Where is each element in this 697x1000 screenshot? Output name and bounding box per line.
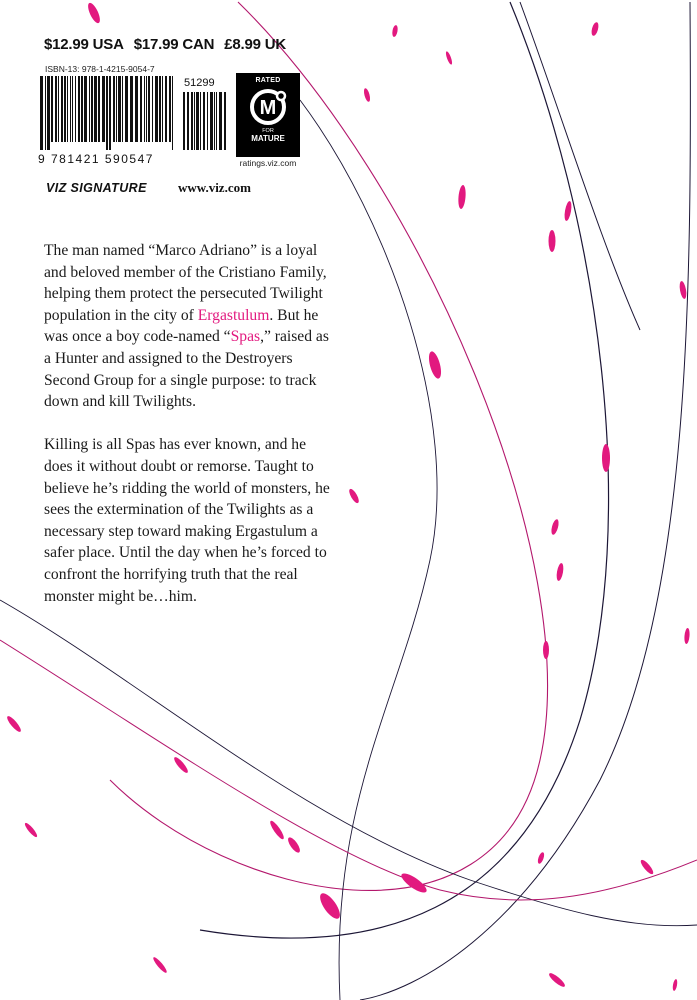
- barcode-bar: [125, 76, 128, 142]
- barcode-bar: [122, 76, 123, 142]
- barcode-bar: [81, 76, 83, 142]
- ink-droplet: [399, 870, 429, 895]
- ink-droplet: [427, 350, 444, 380]
- barcode-bar: [40, 76, 43, 150]
- mature-rating-icon: [248, 87, 288, 127]
- ink-droplet: [347, 488, 360, 505]
- barcode-bar: [58, 76, 59, 142]
- barcode-bar: [106, 76, 108, 150]
- barcode-bar: [172, 76, 173, 150]
- barcode-bar: [98, 76, 100, 142]
- barcode-bar: [55, 76, 57, 142]
- barcode-bar: [165, 76, 167, 142]
- price-usa: $12.99 USA: [44, 36, 124, 53]
- barcode-bar: [140, 76, 142, 142]
- barcode-bar: [94, 76, 97, 142]
- city-name: Ergastulum: [197, 306, 270, 324]
- ink-droplet: [639, 858, 655, 876]
- barcode-bar: [135, 76, 138, 142]
- barcode-bar: [203, 92, 205, 150]
- price-uk: £8.99 UK: [224, 36, 287, 53]
- ink-droplet: [316, 890, 343, 921]
- ink-droplet: [23, 821, 38, 838]
- thread-line: [0, 600, 697, 926]
- barcode-bar: [196, 92, 199, 150]
- isbn-label: ISBN-13: 978-1-4215-9054-7: [45, 64, 155, 74]
- barcode-bar: [214, 92, 215, 150]
- barcode-bar: [75, 76, 76, 142]
- ink-droplet: [590, 21, 599, 36]
- back-cover-blurb: [44, 240, 334, 629]
- barcode-bar: [152, 76, 153, 142]
- barcode-bar: [70, 76, 71, 142]
- ink-droplet: [5, 714, 22, 733]
- barcode-bar: [159, 76, 161, 142]
- blurb-paragraph-1: The man named “Marco Adriano” is a loyal and beloved member of the Cristiano Family, helping them protect the persecuted Twilight population in the city of Ergastulum. But he was once a boy code-named “Spas,” raised as a Hunter and assigned to the Destroyers Second Group for a single purpose: to track down and kill Twilights.: [44, 242, 329, 411]
- barcode-bar: [78, 76, 80, 142]
- barcode-bar: [130, 76, 133, 142]
- thread-line: [360, 2, 690, 1000]
- barcode-bar: [102, 76, 105, 142]
- barcode-bar: [113, 76, 115, 142]
- ink-droplet: [86, 1, 103, 24]
- ink-droplet: [363, 88, 371, 103]
- ink-droplet: [678, 281, 687, 300]
- barcode-bar: [169, 76, 171, 142]
- barcode-bar: [210, 92, 213, 150]
- barcode-bar: [72, 76, 73, 142]
- barcode-addon-digits: 51299: [184, 77, 215, 89]
- barcode-bar: [194, 92, 195, 150]
- rating-label: RATED: [255, 77, 281, 84]
- ink-droplet: [152, 956, 169, 975]
- barcode-bar: [146, 76, 147, 142]
- price-line: [44, 36, 286, 53]
- barcode-bar: [61, 76, 63, 142]
- ink-droplet: [563, 201, 572, 222]
- codename: Spas: [230, 328, 261, 346]
- barcode: [40, 76, 176, 150]
- rating-badge: [236, 73, 300, 157]
- rating-letter: M: [259, 97, 277, 119]
- ink-droplet: [543, 641, 549, 659]
- ink-droplet: [286, 836, 302, 855]
- ink-droplet: [445, 51, 454, 66]
- barcode-bar: [45, 76, 46, 150]
- barcode-addon: [183, 92, 227, 158]
- ink-droplet: [547, 971, 566, 988]
- ink-droplet: [172, 755, 189, 774]
- ink-droplet: [457, 185, 466, 210]
- ink-droplet: [537, 852, 546, 865]
- barcode-bar: [64, 76, 66, 142]
- rating-level: MATURE: [251, 134, 285, 143]
- barcode-digits: 9 781421 590547: [38, 152, 154, 166]
- ink-droplet: [268, 819, 286, 840]
- ink-droplet: [602, 444, 610, 472]
- ink-droplet: [555, 563, 564, 582]
- barcode-bar: [118, 76, 121, 142]
- publisher-imprint: VIZ SIGNATURE: [46, 181, 147, 195]
- barcode-bar: [200, 92, 201, 150]
- ink-droplet: [391, 25, 398, 38]
- barcode-bar: [187, 92, 189, 150]
- barcode-bar: [91, 76, 93, 142]
- rating-for: FOR: [262, 128, 274, 134]
- barcode-bar: [89, 76, 90, 142]
- thread-line: [520, 2, 640, 330]
- ink-droplet: [550, 518, 560, 535]
- ink-droplet: [672, 979, 678, 992]
- barcode-bar: [67, 76, 68, 142]
- ink-droplet: [549, 230, 556, 252]
- price-can: $17.99 CAN: [133, 36, 215, 53]
- blurb-paragraph-2: Killing is all Spas has ever known, and he does it without doubt or remorse. Taught to believe he’s ridding the world of monsters, he sees the extermination of the Twilights as a necessary step toward making Ergastulum a safer place. Until the day when he’s forced to confront the horrifying truth that the real monster might be…him.: [44, 436, 330, 605]
- publisher-website: www.viz.com: [178, 180, 251, 195]
- barcode-bar: [144, 76, 145, 142]
- barcode-bar: [109, 76, 111, 150]
- barcode-bar: [219, 92, 222, 150]
- barcode-bar: [51, 76, 53, 142]
- barcode-bar: [116, 76, 117, 142]
- barcode-bar: [148, 76, 150, 142]
- barcode-bar: [47, 76, 50, 150]
- barcode-bar: [207, 92, 208, 150]
- barcode-bar: [224, 92, 226, 150]
- barcode-bar: [84, 76, 87, 142]
- barcode-bar: [183, 92, 185, 150]
- barcode-bar: [155, 76, 158, 142]
- barcode-bar: [191, 92, 193, 150]
- barcode-bar: [162, 76, 163, 142]
- barcode-bar: [216, 92, 217, 150]
- rating-url: ratings.viz.com: [239, 158, 297, 168]
- ink-droplet: [684, 628, 690, 644]
- thread-line: [0, 640, 697, 900]
